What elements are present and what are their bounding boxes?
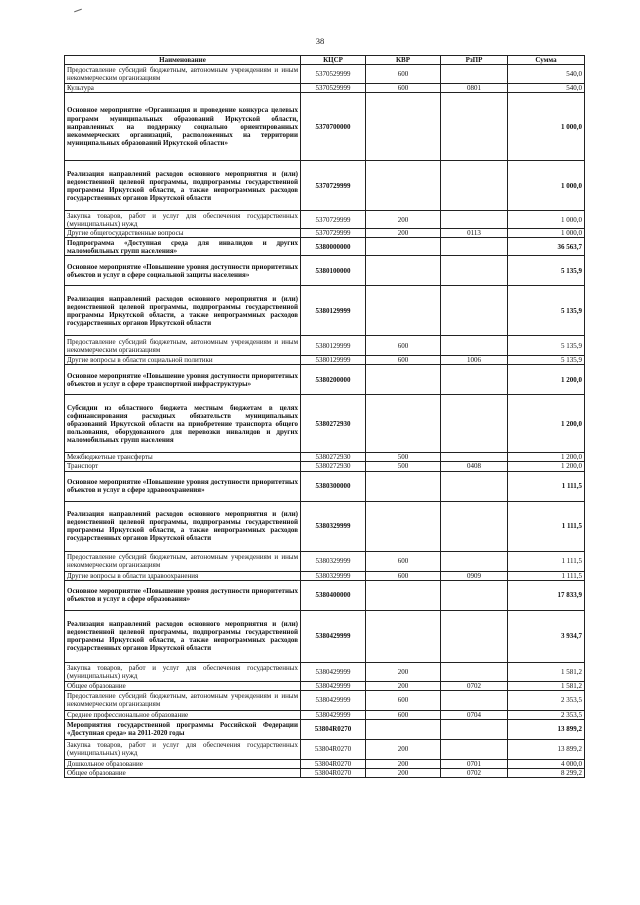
cell-rzpr <box>441 501 508 551</box>
header-kcsr: КЦСР <box>301 56 366 65</box>
table-row <box>65 286 585 336</box>
cell-sum: 13 899,2 <box>508 739 585 759</box>
table-row <box>65 580 585 610</box>
cell-name: Предоставление субсидий бюджетным, автономным учреждениям и иным некоммерческим организациям <box>65 336 301 356</box>
cell-kvr <box>366 238 441 256</box>
cell-name: Реализация направлений расходов основного мероприятия и (или) ведомственной целевой программы, подпрограммы государственной программы Иркутской области, а также непрограммных расходов государственных органов Иркутской области <box>65 610 301 662</box>
cell-kvr: 600 <box>366 356 441 365</box>
cell-kcsr: 5380329999 <box>301 571 366 580</box>
cell-sum: 1 111,5 <box>508 501 585 551</box>
cell-kvr: 500 <box>366 453 441 462</box>
cell-sum: 540,0 <box>508 65 585 84</box>
cell-kcsr: 5380429999 <box>301 681 366 690</box>
cell-sum: 17 833,9 <box>508 580 585 610</box>
cell-sum: 5 135,9 <box>508 356 585 365</box>
cell-kcsr: 53804R0270 <box>301 759 366 768</box>
header-kvr: КВР <box>366 56 441 65</box>
cell-kcsr: 5380272930 <box>301 395 366 453</box>
cell-kcsr: 5380000000 <box>301 238 366 256</box>
cell-sum: 1 111,5 <box>508 571 585 580</box>
table-row <box>65 395 585 453</box>
cell-sum: 4 000,0 <box>508 759 585 768</box>
cell-kcsr: 5380429999 <box>301 662 366 681</box>
cell-kcsr: 5370529999 <box>301 65 366 84</box>
cell-sum: 1 200,0 <box>508 453 585 462</box>
cell-kcsr: 5370729999 <box>301 211 366 229</box>
cell-rzpr: 0702 <box>441 681 508 690</box>
cell-rzpr <box>441 286 508 336</box>
pen-mark <box>74 9 82 13</box>
cell-kcsr: 5380429999 <box>301 690 366 710</box>
cell-kcsr: 5370729999 <box>301 229 366 238</box>
cell-kvr <box>366 256 441 286</box>
cell-name: Предоставление субсидий бюджетным, автономным учреждениям и иным некоммерческим организациям <box>65 551 301 571</box>
cell-kcsr: 5380329999 <box>301 551 366 571</box>
cell-rzpr <box>441 336 508 356</box>
cell-sum: 2 353,5 <box>508 690 585 710</box>
table-row <box>65 719 585 739</box>
header-sum: Сумма <box>508 56 585 65</box>
cell-kvr: 200 <box>366 739 441 759</box>
cell-rzpr <box>441 610 508 662</box>
cell-kvr: 200 <box>366 768 441 777</box>
cell-rzpr <box>441 719 508 739</box>
cell-sum: 1 000,0 <box>508 211 585 229</box>
cell-name: Другие общегосударственные вопросы <box>65 229 301 238</box>
cell-name: Среднее профессиональное образование <box>65 710 301 719</box>
cell-rzpr: 0909 <box>441 571 508 580</box>
cell-kvr: 600 <box>366 551 441 571</box>
table-row <box>65 610 585 662</box>
cell-rzpr: 0113 <box>441 229 508 238</box>
cell-kcsr: 5380329999 <box>301 501 366 551</box>
cell-rzpr <box>441 453 508 462</box>
cell-sum: 2 353,5 <box>508 710 585 719</box>
cell-kvr <box>366 719 441 739</box>
cell-name: Дошкольное образование <box>65 759 301 768</box>
table-row <box>65 710 585 719</box>
cell-sum: 1 200,0 <box>508 395 585 453</box>
cell-rzpr <box>441 256 508 286</box>
cell-rzpr: 0701 <box>441 759 508 768</box>
cell-rzpr: 0408 <box>441 462 508 471</box>
table-row <box>65 365 585 395</box>
cell-sum: 13 899,2 <box>508 719 585 739</box>
cell-kcsr: 5370729999 <box>301 161 366 211</box>
cell-rzpr <box>441 161 508 211</box>
cell-name: Реализация направлений расходов основного мероприятия и (или) ведомственной целевой программы, подпрограммы государственной программы Иркутской области, а также непрограммных расходов государственных органов Иркутской области <box>65 161 301 211</box>
cell-name: Реализация направлений расходов основного мероприятия и (или) ведомственной целевой программы, подпрограммы государственной программы Иркутской области, а также непрограммных расходов государственных органов Иркутской области <box>65 501 301 551</box>
cell-kvr <box>366 161 441 211</box>
budget-table <box>64 55 585 778</box>
cell-rzpr <box>441 551 508 571</box>
cell-name: Основное мероприятие «Повышение уровня доступности приоритетных объектов и услуг в сфере социальной защиты населения» <box>65 256 301 286</box>
cell-name: Культура <box>65 84 301 93</box>
cell-rzpr <box>441 580 508 610</box>
cell-rzpr <box>441 238 508 256</box>
cell-kvr: 600 <box>366 84 441 93</box>
cell-kcsr: 5380429999 <box>301 710 366 719</box>
cell-rzpr <box>441 471 508 501</box>
cell-name: Мероприятия государственной программы Российской Федерации «Доступная среда» на 2011-2020 годы <box>65 719 301 739</box>
cell-sum: 8 299,2 <box>508 768 585 777</box>
cell-rzpr: 0702 <box>441 768 508 777</box>
cell-sum: 1 581,2 <box>508 681 585 690</box>
cell-kcsr: 5380400000 <box>301 580 366 610</box>
cell-name: Основное мероприятие «Повышение уровня доступности приоритетных объектов и услуг в сфере образования» <box>65 580 301 610</box>
cell-kcsr: 5380200000 <box>301 365 366 395</box>
cell-rzpr: 0801 <box>441 84 508 93</box>
cell-kvr: 200 <box>366 759 441 768</box>
cell-name: Другие вопросы в области здравоохранения <box>65 571 301 580</box>
table-row <box>65 161 585 211</box>
cell-sum: 1 000,0 <box>508 161 585 211</box>
cell-name: Закупка товаров, работ и услуг для обеспечения государственных (муниципальных) нужд <box>65 739 301 759</box>
table-row <box>65 256 585 286</box>
cell-sum: 36 563,7 <box>508 238 585 256</box>
table-body <box>65 65 585 778</box>
cell-rzpr <box>441 690 508 710</box>
header-rzpr: РзПР <box>441 56 508 65</box>
cell-kvr <box>366 286 441 336</box>
cell-kcsr: 5380129999 <box>301 336 366 356</box>
cell-kvr: 500 <box>366 462 441 471</box>
cell-name: Закупка товаров, работ и услуг для обеспечения государственных (муниципальных) нужд <box>65 211 301 229</box>
cell-kvr: 600 <box>366 710 441 719</box>
cell-name: Основное мероприятие «Организация и проведение конкурса целевых программ муниципальных образований Иркутской области, направленных на поддержку социально ориентированных некоммерческих организаций, расположенных на территории муниципальных образований Иркутской области» <box>65 93 301 161</box>
cell-sum: 1 200,0 <box>508 462 585 471</box>
cell-rzpr <box>441 211 508 229</box>
cell-rzpr: 0704 <box>441 710 508 719</box>
cell-kvr <box>366 471 441 501</box>
table-row <box>65 84 585 93</box>
table-row <box>65 211 585 229</box>
cell-rzpr <box>441 395 508 453</box>
cell-kvr <box>366 580 441 610</box>
cell-sum: 1 111,5 <box>508 471 585 501</box>
cell-sum: 1 581,2 <box>508 662 585 681</box>
cell-kvr: 600 <box>366 336 441 356</box>
table-row <box>65 453 585 462</box>
cell-rzpr <box>441 93 508 161</box>
table-row <box>65 238 585 256</box>
cell-kcsr: 5380429999 <box>301 610 366 662</box>
table-header-row <box>65 56 585 65</box>
cell-name: Транспорт <box>65 462 301 471</box>
table-row <box>65 768 585 777</box>
table-row <box>65 690 585 710</box>
cell-rzpr: 1006 <box>441 356 508 365</box>
table-row <box>65 662 585 681</box>
cell-rzpr <box>441 739 508 759</box>
cell-kcsr: 53804R0270 <box>301 768 366 777</box>
table-row <box>65 759 585 768</box>
cell-kvr <box>366 610 441 662</box>
cell-sum: 1 000,0 <box>508 229 585 238</box>
cell-kvr: 200 <box>366 681 441 690</box>
table-row <box>65 93 585 161</box>
cell-name: Межбюджетные трансферты <box>65 453 301 462</box>
cell-kcsr: 53804R0270 <box>301 719 366 739</box>
cell-kcsr: 5370700000 <box>301 93 366 161</box>
cell-name: Общее образование <box>65 768 301 777</box>
cell-kvr <box>366 501 441 551</box>
table-row <box>65 336 585 356</box>
cell-rzpr <box>441 662 508 681</box>
cell-kvr: 200 <box>366 229 441 238</box>
cell-name: Общее образование <box>65 681 301 690</box>
cell-kvr <box>366 93 441 161</box>
cell-rzpr <box>441 365 508 395</box>
cell-name: Субсидии из областного бюджета местным бюджетам в целях софинансирования расходных обязательств муниципальных образований Иркутской области на приобретение транспорта общего пользования, оборудованного для перевозки инвалидов и других маломобильных групп населения <box>65 395 301 453</box>
table-row <box>65 739 585 759</box>
cell-kvr: 600 <box>366 65 441 84</box>
cell-name: Реализация направлений расходов основного мероприятия и (или) ведомственной целевой программы, подпрограммы государственной программы Иркутской области, а также непрограммных расходов государственных органов Иркутской области <box>65 286 301 336</box>
cell-kcsr: 5380272930 <box>301 453 366 462</box>
cell-kvr <box>366 365 441 395</box>
table-row <box>65 229 585 238</box>
cell-rzpr <box>441 65 508 84</box>
cell-name: Другие вопросы в области социальной политики <box>65 356 301 365</box>
cell-name: Подпрограмма «Доступная среда для инвалидов и других маломобильных групп населения» <box>65 238 301 256</box>
cell-kcsr: 5380129999 <box>301 286 366 336</box>
cell-kcsr: 5380300000 <box>301 471 366 501</box>
cell-kvr: 200 <box>366 211 441 229</box>
table-row <box>65 65 585 84</box>
cell-kcsr: 5380100000 <box>301 256 366 286</box>
page-number: 38 <box>315 36 325 46</box>
cell-kcsr: 5380272930 <box>301 462 366 471</box>
cell-sum: 3 934,7 <box>508 610 585 662</box>
cell-kcsr: 5380129999 <box>301 356 366 365</box>
cell-kvr <box>366 395 441 453</box>
cell-name: Основное мероприятие «Повышение уровня доступности приоритетных объектов и услуг в сфере здравоохранения» <box>65 471 301 501</box>
header-name: Наименование <box>65 56 301 65</box>
cell-name: Основное мероприятие «Повышение уровня доступности приоритетных объектов и услуг в сфере транспортной инфраструктуры» <box>65 365 301 395</box>
table-row <box>65 571 585 580</box>
table-row <box>65 501 585 551</box>
cell-sum: 5 135,9 <box>508 286 585 336</box>
cell-sum: 5 135,9 <box>508 336 585 356</box>
cell-sum: 1 200,0 <box>508 365 585 395</box>
cell-name: Предоставление субсидий бюджетным, автономным учреждениям и иным некоммерческим организациям <box>65 690 301 710</box>
table-row <box>65 471 585 501</box>
table-row <box>65 356 585 365</box>
table-row <box>65 681 585 690</box>
cell-name: Предоставление субсидий бюджетным, автономным учреждениям и иным некоммерческим организациям <box>65 65 301 84</box>
cell-sum: 1 111,5 <box>508 551 585 571</box>
cell-sum: 1 000,0 <box>508 93 585 161</box>
cell-sum: 540,0 <box>508 84 585 93</box>
cell-sum: 5 135,9 <box>508 256 585 286</box>
cell-name: Закупка товаров, работ и услуг для обеспечения государственных (муниципальных) нужд <box>65 662 301 681</box>
cell-kcsr: 53804R0270 <box>301 739 366 759</box>
cell-kvr: 200 <box>366 662 441 681</box>
table-row <box>65 551 585 571</box>
cell-kcsr: 5370529999 <box>301 84 366 93</box>
cell-kvr: 600 <box>366 690 441 710</box>
table-row <box>65 462 585 471</box>
cell-kvr: 600 <box>366 571 441 580</box>
